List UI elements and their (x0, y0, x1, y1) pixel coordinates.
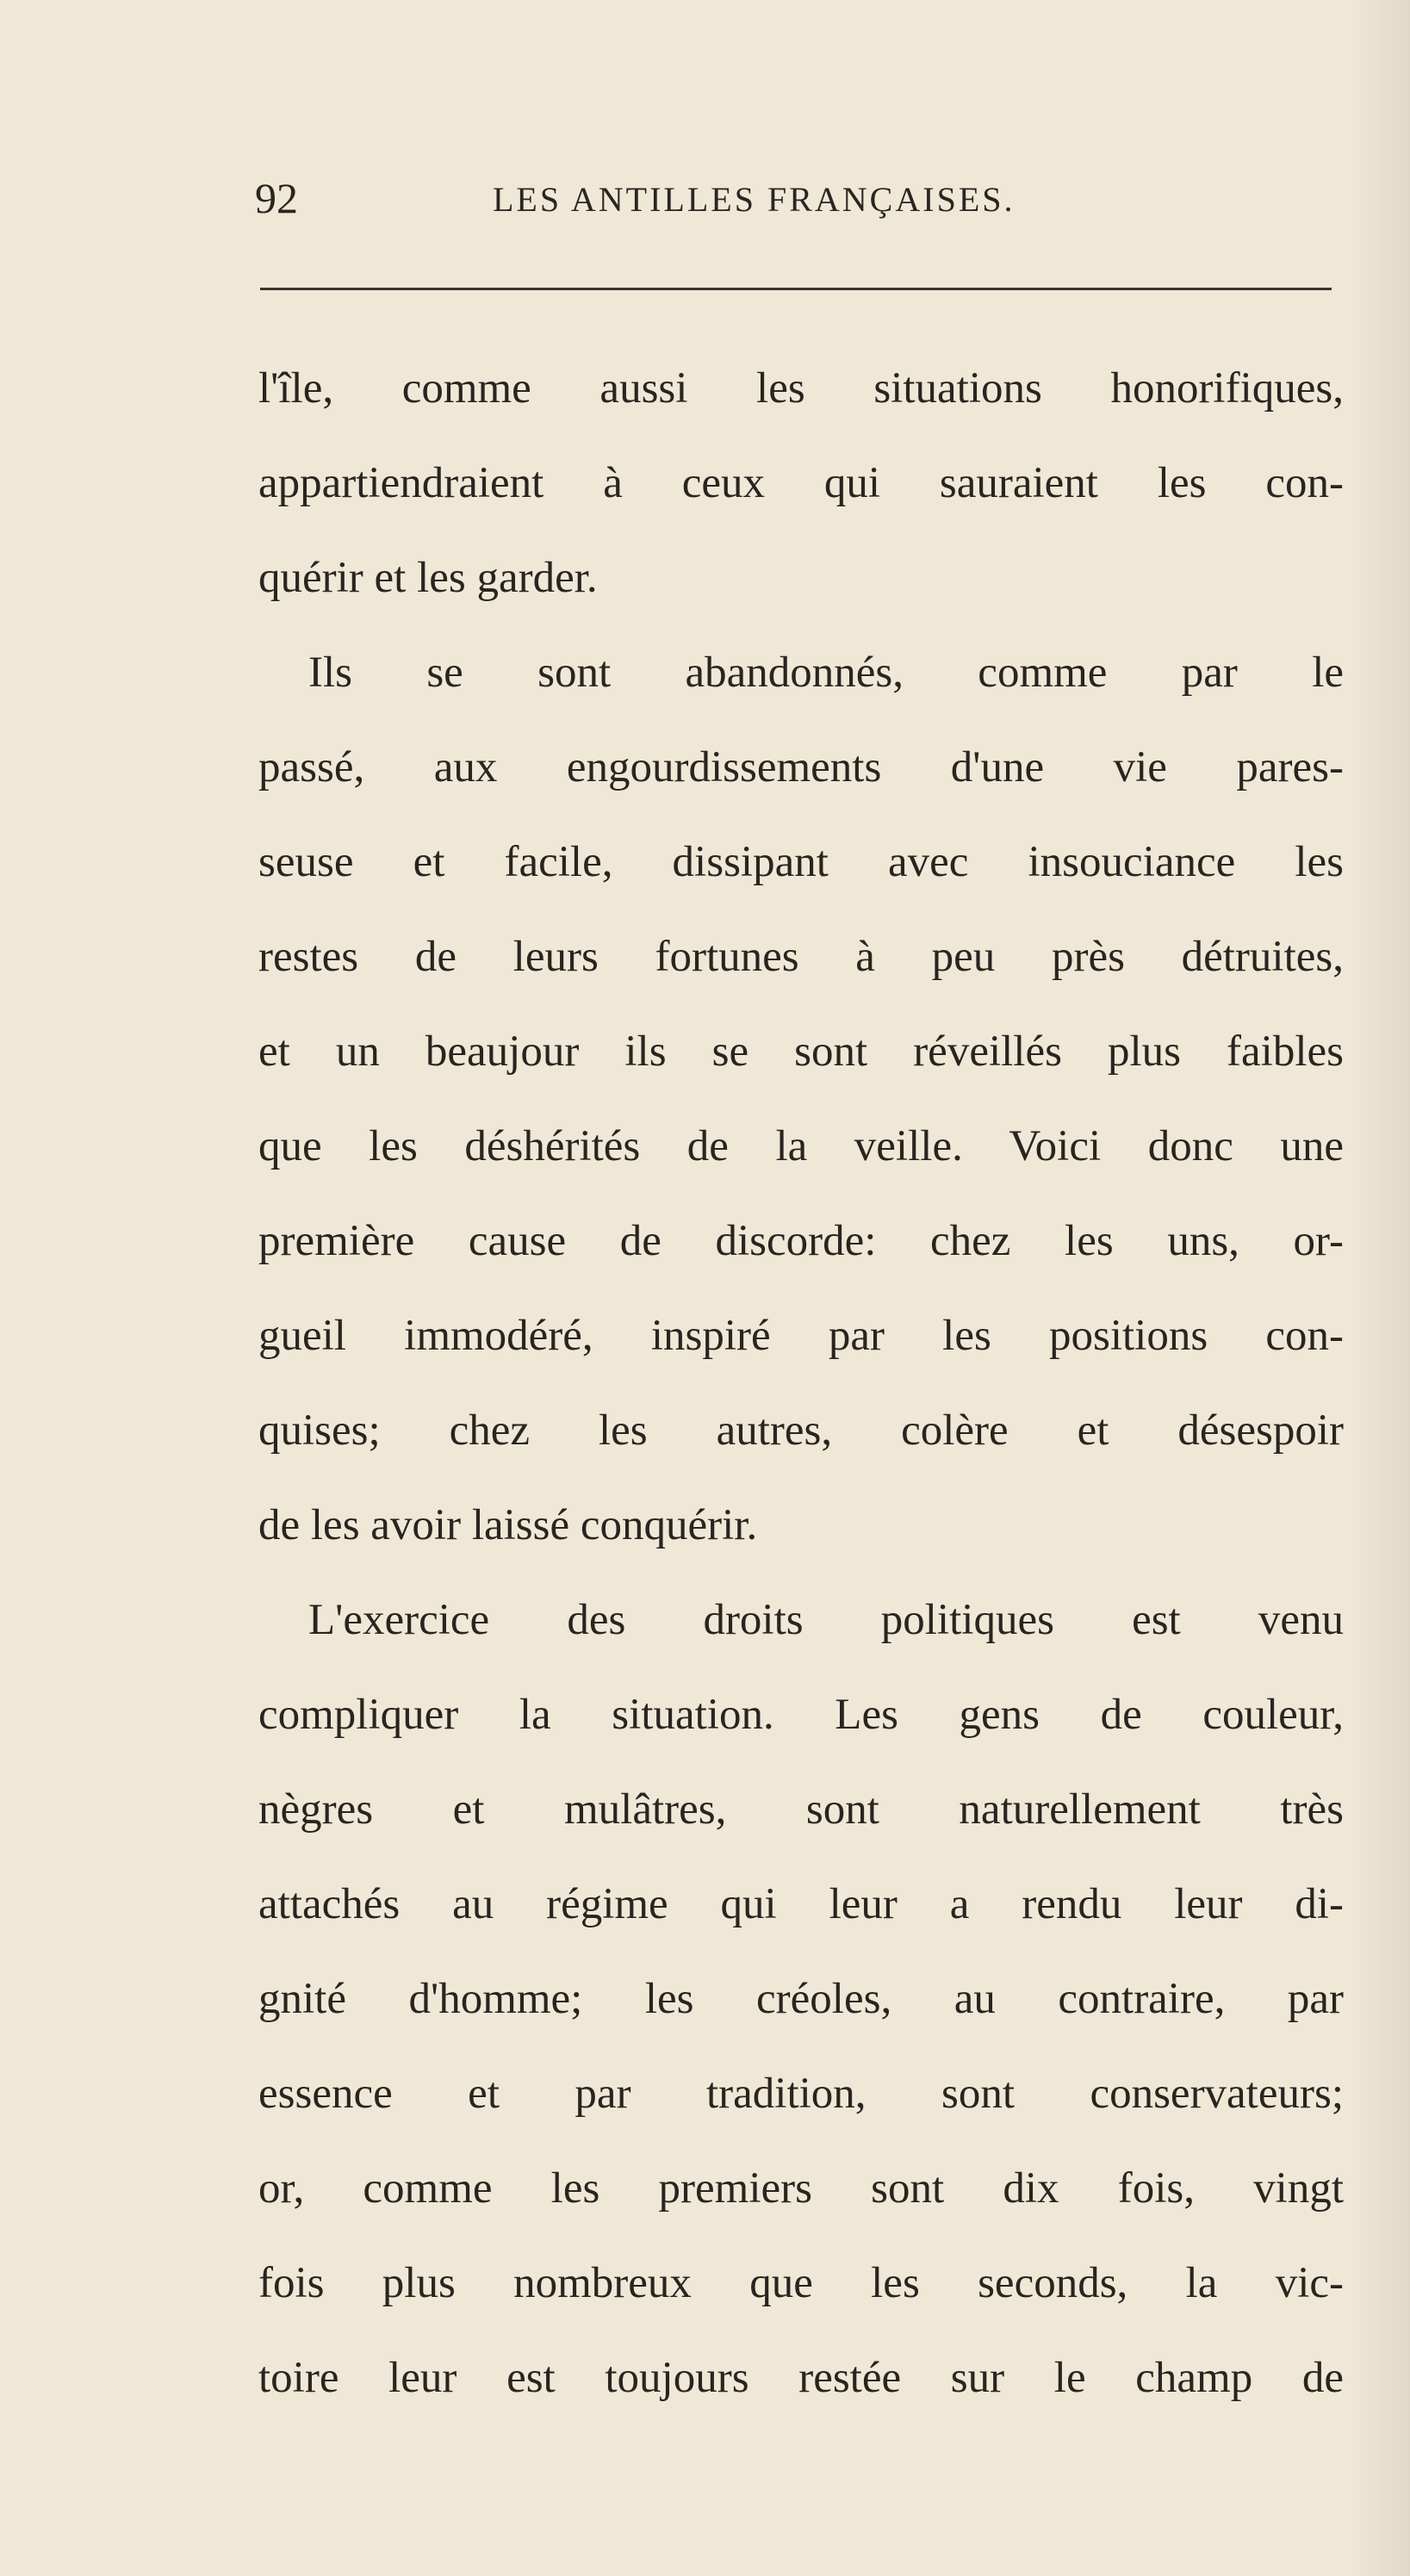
text-line: et un beaujour ils se sont réveillés plus faibles (258, 1027, 1344, 1076)
text-line: restes de leurs fortunes à peu près détruites, (258, 933, 1344, 981)
text-line: quérir et les garder. (258, 554, 598, 602)
text-line: or, comme les premiers sont dix fois, vingt (258, 2164, 1344, 2213)
header-rule (260, 288, 1332, 290)
text-line: essence et par tradition, sont conservateurs; (258, 2070, 1344, 2118)
text-line: passé, aux engourdissements d'une vie pares- (258, 743, 1344, 791)
text-line: nègres et mulâtres, sont naturellement très (258, 1785, 1344, 1834)
body-text (258, 341, 1344, 2425)
text-line: gnité d'homme; les créoles, au contraire, par (258, 1975, 1344, 2023)
page-edge-shadow (1350, 0, 1410, 2576)
text-line: première cause de discorde: chez les uns, or- (258, 1217, 1344, 1265)
paragraph-first-line: Ils se sont abandonnés, comme par le (308, 649, 1344, 697)
text-line: attachés au régime qui leur a rendu leur di- (258, 1880, 1344, 1928)
paragraph-first-line: L'exercice des droits politiques est venu (308, 1596, 1344, 1644)
text-line: seuse et facile, dissipant avec insouciance les (258, 838, 1344, 886)
page-number: 92 (255, 174, 298, 222)
text-line: compliquer la situation. Les gens de couleur, (258, 1691, 1344, 1739)
text-line: quises; chez les autres, colère et désespoir (258, 1406, 1344, 1455)
text-line: gueil immodéré, inspiré par les positions con- (258, 1312, 1344, 1360)
text-line: que les déshérités de la veille. Voici donc une (258, 1122, 1344, 1170)
text-line: de les avoir laissé conquérir. (258, 1501, 758, 1549)
text-line: l'île, comme aussi les situations honorifiques, (258, 364, 1344, 413)
running-head (255, 172, 1332, 224)
text-line: toire leur est toujours restée sur le champ de (258, 2354, 1344, 2402)
running-title: LES ANTILLES FRANÇAISES. (493, 180, 1016, 219)
text-line: appartiendraient à ceux qui sauraient les con- (258, 459, 1344, 507)
text-line: fois plus nombreux que les seconds, la vic- (258, 2259, 1344, 2307)
